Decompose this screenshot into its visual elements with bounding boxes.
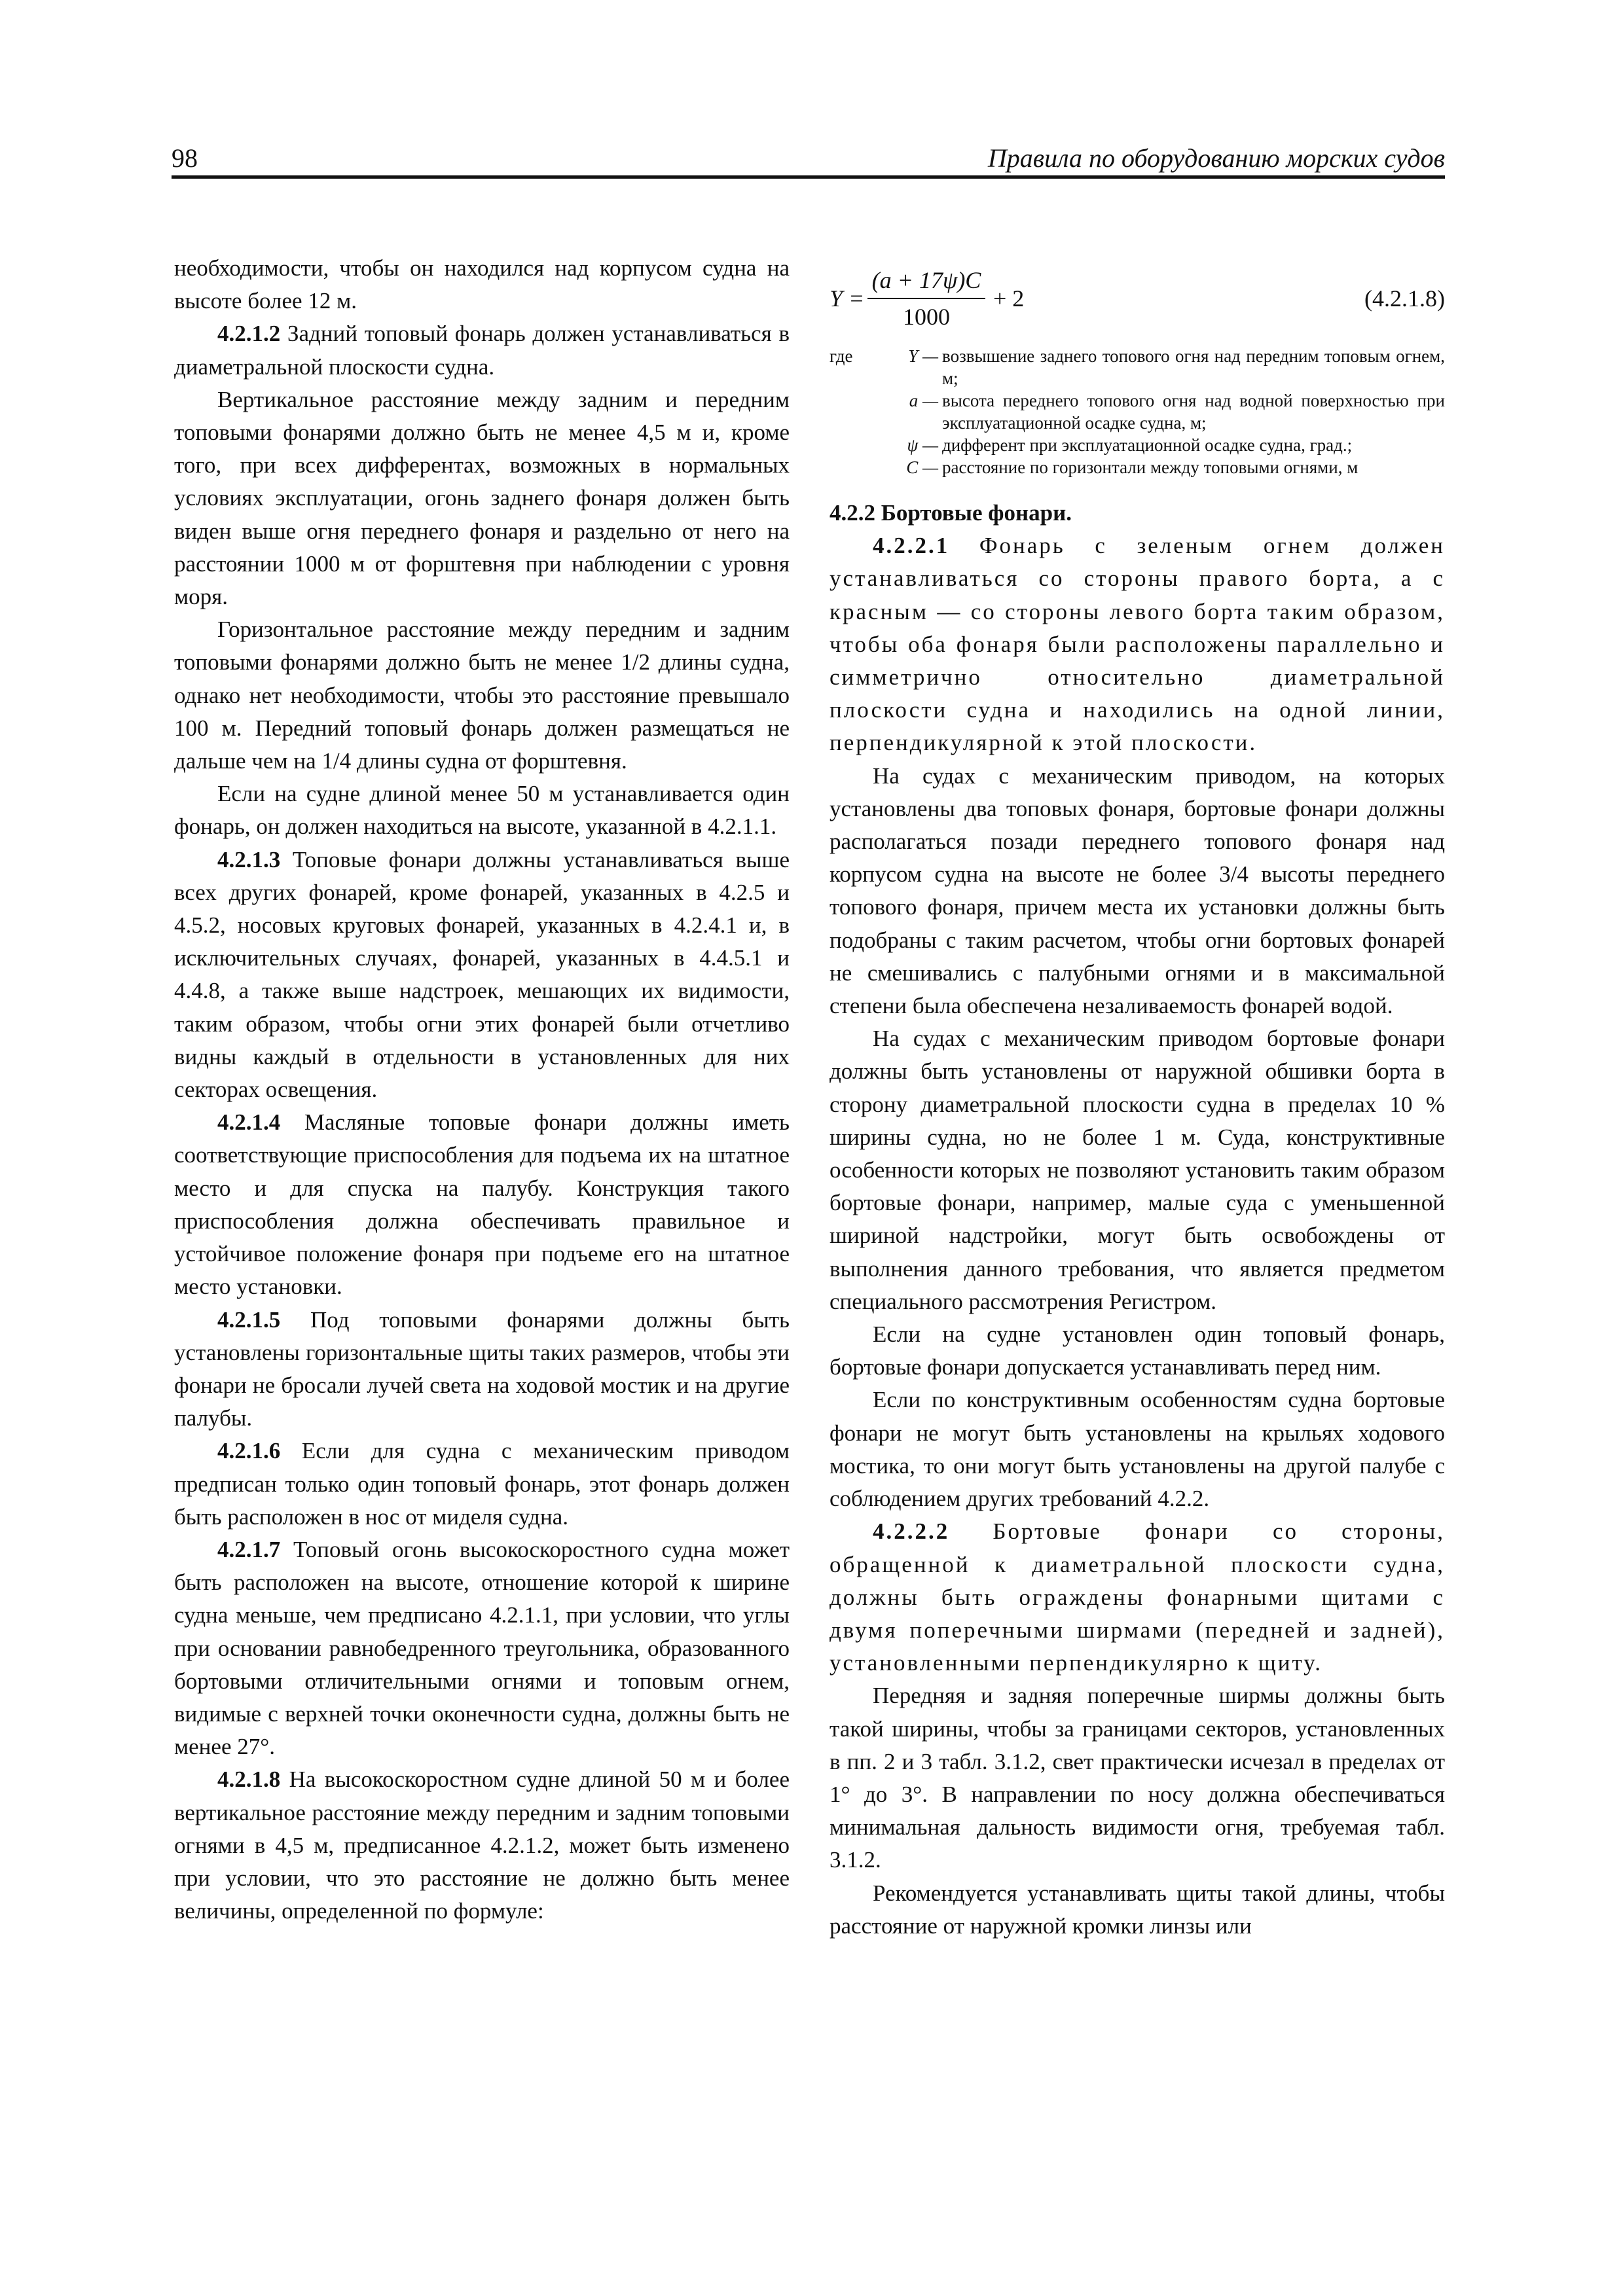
header-rule [172, 175, 1445, 179]
section-title: 4.2.2 Бортовые фонари. [830, 500, 1072, 526]
paragraph: необходимости, чтобы он находился над корпусом судна на высоте более 12 м. [174, 255, 790, 314]
paragraph: На судах с механическим приводом, на которых установлены два топовых фонаря, бортовые фонари должны располагаться позади переднего топового фонаря над корпусом судна на высоте не более 3/4 высоты переднего топового фонаря, причем места их установки должны быть подобраны с таким расчетом, чтобы огни бортовых фонарей не смешивались с палубными огнями и в максимальной степени была обеспечена незаливаемость фонарей водой. [830, 762, 1445, 1019]
right-column [830, 252, 1445, 1943]
paragraph-4-2-1-5: 4.2.1.5 Под топовыми фонарями должны быть установлены горизонтальные щиты таких размеров, чтобы эти фонари не бросали лучей света на ходовой мостик и на другие палубы. [174, 1306, 790, 1431]
clause-number: 4.2.1.6 [217, 1438, 281, 1464]
left-column [174, 252, 790, 1928]
formula-legend [830, 345, 1445, 478]
paragraph-4-2-2-2: 4.2.2.2 Бортовые фонари со стороны, обращенной к диаметральной плоскости судна, должны быть ограждены фонарными щитами с двумя поперечными ширмами (передней и задней), установленными перпендикулярно к щиту. [830, 1518, 1445, 1676]
legend-item-y: Y — возвышение заднего топового огня над передним топовым огнем, м; [908, 346, 1445, 388]
paragraph-4-2-1-4: 4.2.1.4 Масляные топовые фонари должны иметь соответствующие приспособления для подъема их на штатное место и для спуска на палубу. Конструкция такого приспособления должна обеспечивать правильное и устойчивое положение фонаря при подъеме его на штатное место установки. [174, 1109, 790, 1300]
paragraph: Если по конструктивным особенностям судна бортовые фонари не могут быть установлены на крыльях ходового мостика, то они могут быть установлены на другой палубе с соблюдением других требований 4.2.2. [830, 1387, 1445, 1512]
paragraph-4-2-1-6: 4.2.1.6 Если для судна с механическим приводом предписан только один топовый фонарь, этот фонарь должен быть расположен в нос от миделя судна. [174, 1438, 790, 1530]
page-number: 98 [172, 143, 198, 173]
where-label: где [830, 346, 853, 366]
formula-lhs: Y = [830, 285, 865, 312]
running-title: Правила по оборудованию морских судов [987, 143, 1445, 173]
formula-plus-term: + 2 [993, 285, 1025, 312]
legend-item-a: a — высота переднего топового огня над водной поверхностью при эксплуатационной осадке судна, м; [909, 391, 1445, 433]
equation-number: (4.2.1.8) [1364, 285, 1445, 312]
paragraph-4-2-2-1: 4.2.2.1 Фонарь с зеленым огнем должен устанавливаться со стороны правого борта, а с красным — со стороны левого борта таким образом, чтобы оба фонаря были расположены параллельно и симметрично относительно диаметральной плоскости судна и находились на одной линии, перпендикулярной к этой плоскости. [830, 533, 1445, 756]
paragraph-4-2-1-2: 4.2.1.2 Задний топовый фонарь должен устанавливаться в диаметральной плоскости судна. [174, 321, 790, 380]
formula-numerator: (a + 17ψ)C [867, 264, 985, 299]
fraction: 1/4 [321, 748, 352, 774]
legend-item-psi: ψ — дифферент при эксплуатационной осадке судна, град.; [907, 435, 1353, 455]
legend-item-c: C — расстояние по горизонтали между топовыми огнями, м [906, 457, 1359, 477]
clause-number: 4.2.2.1 [873, 533, 950, 559]
paragraph-4-2-1-7: 4.2.1.7 Топовый огонь высокоскоростного судна может быть расположен на высоте, отношение которой к ширине судна меньше, чем предписано 4.2.1.1, при условии, что углы при основании равнобедренного треугольника, образованного бортовыми отличительными огнями и топовым огнем, видимые с верхней точки оконечности судна, должны быть не менее 27°. [174, 1536, 790, 1760]
clause-number: 4.2.1.4 [217, 1109, 281, 1136]
paragraph: Горизонтальное расстояние между передним и задним топовыми фонарями должно быть не менее 1/2 длины судна, однако нет необходимости, чтобы это расстояние превышало 100 м. Передний топовый фонарь должен размещаться не дальше чем на 1/4 длины судна от форштевня. [174, 617, 790, 774]
clause-number: 4.2.2.2 [873, 1518, 950, 1545]
paragraph: Передняя и задняя поперечные ширмы должны быть такой ширины, чтобы за границами секторов, установленных в пп. 2 и 3 табл. 3.1.2, свет практически исчезал в пределах от 1° до 3°. В направлении по носу должна обеспечиваться минимальная дальность видимости огня, требуемая табл. 3.1.2. [830, 1683, 1445, 1873]
paragraph-4-2-1-3: 4.2.1.3 Топовые фонари должны устанавливаться выше всех других фонарей, кроме фонарей, указанных в 4.2.5 и 4.5.2, носовых круговых фонарей, указанных в 4.2.4.1 и, в исключительных случаях, фонарей, указанных в 4.4.5.1 и 4.4.8, а также выше надстроек, мешающих их видимости, таким образом, чтобы огни этих фонарей были отчетливо видны каждый в отдельности в установленных для них секторах освещения. [174, 846, 790, 1103]
clause-number: 4.2.1.2 [217, 321, 281, 347]
paragraph: Вертикальное расстояние между задним и передним топовыми фонарями должно быть не менее 4,5 м и, кроме того, при всех дифферентах, возможных в нормальных условиях эксплуатации, огонь заднего фонаря должен быть виден выше огня переднего фонаря и раздельно от него на расстоянии 1000 м от форштевня при наблюдении с уровня моря. [174, 386, 790, 610]
fraction: 1/2 [621, 649, 650, 675]
paragraph: Если на судне длиной менее 50 м устанавливается один фонарь, он должен находиться на высоте, указанной в 4.2.1.1. [174, 781, 790, 840]
clause-number: 4.2.1.8 [217, 1767, 281, 1793]
formula-denominator: 1000 [903, 304, 950, 331]
paragraph: На судах с механическим приводом бортовые фонари должны быть установлены от наружной обшивки борта в сторону диаметральной плоскости судна в пределах 10 % ширины судна, но не более 1 м. Суда, конструктивные особенности которых не позволяют установить таким образом бортовые фонари, например, малые суда с уменьшенной шириной надстройки, могут быть освобождены от выполнения данного требования, что является предметом специального рассмотрения Регистром. [830, 1026, 1445, 1314]
paragraph: Рекомендуется устанавливать щиты такой длины, чтобы расстояние от наружной кромки линзы или [830, 1880, 1445, 1939]
clause-number: 4.2.1.7 [217, 1536, 281, 1562]
fraction: 3/4 [1219, 861, 1249, 888]
clause-number: 4.2.1.5 [217, 1306, 281, 1333]
paragraph: Если на судне установлен один топовый фонарь, бортовые фонари допускается устанавливать перед ним. [830, 1321, 1445, 1380]
paragraph-4-2-1-8: 4.2.1.8 На высокоскоростном судне длиной 50 м и более вертикальное расстояние между передним и задним топовыми огнями в 4,5 м, предписанное 4.2.1.2, может быть изменено при условии, что это расстояние не должно быть менее величины, определенной по формуле: [174, 1767, 790, 1924]
formula-fraction [867, 264, 985, 333]
clause-number: 4.2.1.3 [217, 846, 281, 872]
formula-4-2-1-8 [830, 264, 1445, 336]
